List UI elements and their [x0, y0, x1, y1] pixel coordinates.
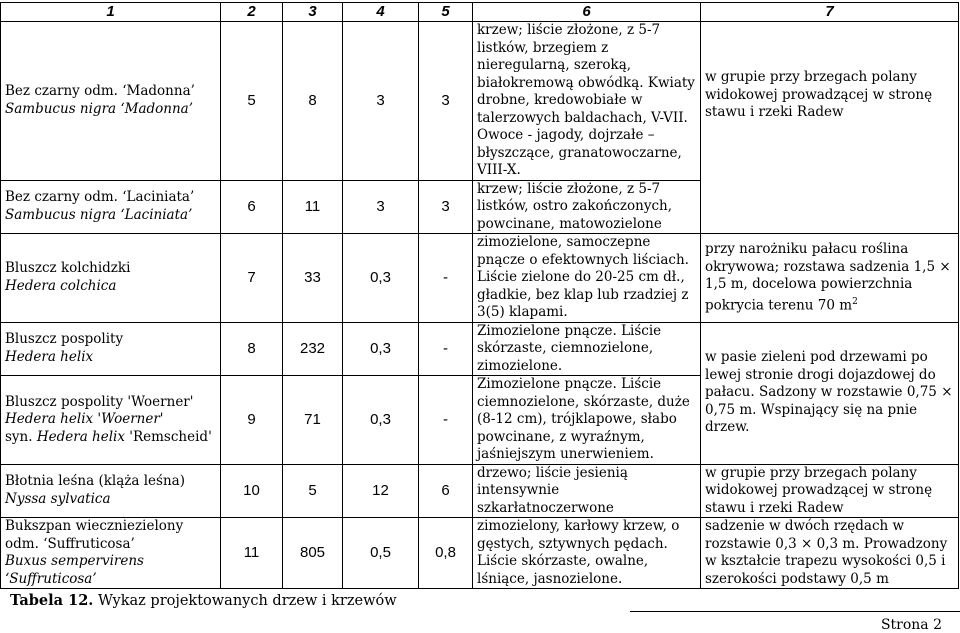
plant-count: 71 [283, 376, 343, 465]
plant-count: 5 [283, 464, 343, 518]
plant-width: 6 [419, 464, 473, 518]
plant-location: sadzenie w dwóch rzędach w rozstawie 0,3 × 0,3 m. Prowadzony w kształcie trapezu wysokości 0,5 i szerokości podstawy 0,5 m [701, 518, 959, 589]
plant-name-pl: Bez czarny odm. ‘Madonna’ [5, 83, 195, 100]
plant-location: przy narożniku pałacu roślina okrywowa; rozstawa sadzenia 1,5 × 1,5 m, docelowa powierzchnia pokrycia terenu 70 $m^2$ [701, 234, 959, 323]
plant-height: 0,3 [343, 322, 419, 376]
plant-description: drzewo; liście jesienią intensywnie szkarłatnoczerwone [473, 464, 701, 518]
plant-number: 11 [221, 518, 283, 589]
plant-number: 5 [221, 22, 283, 181]
plant-width: - [419, 376, 473, 465]
plant-name-cell [1, 180, 221, 234]
plant-height: 3 [343, 22, 419, 181]
plant-synonym: syn. Hedera helix 'Remscheid' [5, 428, 212, 445]
plant-name-cell [1, 376, 221, 465]
plant-name-cell [1, 234, 221, 323]
table-row [1, 464, 959, 518]
plant-name-cell [1, 22, 221, 181]
plant-number: 7 [221, 234, 283, 323]
plant-name-cell [1, 518, 221, 589]
plant-location: w grupie przy brzegach polany widokowej prowadzącej w stronę stawu i rzeki Radew [701, 464, 959, 518]
plant-number: 8 [221, 322, 283, 376]
plant-name-pl: Bluszcz kolchidzki [5, 260, 131, 277]
plant-name-lat: Sambucus nigra ‘Madonna’ [5, 100, 194, 117]
plant-height: 0,3 [343, 376, 419, 465]
plant-name-cell [1, 464, 221, 518]
page-number: Strona 2 [880, 617, 942, 633]
table-caption [10, 592, 397, 609]
plant-name-pl: Bluszcz pospolity 'Woerner' [5, 393, 194, 410]
plant-name-pl: Bukszpan wieczniezielony odm. ‘Suffruticosa’ [5, 518, 184, 552]
plants-table [0, 2, 959, 589]
plant-name-lat: Nyssa sylvatica [5, 490, 111, 507]
plant-count: 232 [283, 322, 343, 376]
plant-location: w pasie zieleni pod drzewami po lewej stronie drogi dojazdowej do pałacu. Sadzony w rozstawie 0,75 × 0,75 m. Wspinający się na pnie drzew. [701, 322, 959, 464]
plant-description: Zimozielone pnącze. Liście ciemnozielone, skórzaste, duże (8-12 cm), trójklapowe, słabo powcinane, z wyraźnym, jaśniejszym unerwieniem. [473, 376, 701, 465]
plant-height: 0,5 [343, 518, 419, 589]
plant-name-cell [1, 322, 221, 376]
footer-divider [630, 611, 960, 612]
plant-number: 10 [221, 464, 283, 518]
plant-name-pl: Bez czarny odm. ‘Laciniata’ [5, 189, 195, 206]
table-row [1, 518, 959, 589]
col-header-6: 6 [473, 3, 701, 22]
plant-name-pl: Bluszcz pospolity [5, 331, 124, 348]
plant-width: 3 [419, 22, 473, 181]
plant-name-lat: Hedera helix 'Woerner' [5, 411, 164, 427]
col-header-5: 5 [419, 3, 473, 22]
plant-width: 3 [419, 180, 473, 234]
plant-description: zimozielone, samoczepne pnącze o efektownych liściach. Liście zielone do 20-25 cm dł., gładkie, bez klap lub rzadziej z 3(5) klapami. [473, 234, 701, 323]
plant-description: zimozielony, karłowy krzew, o gęstych, sztywnych pędach. Liście skórzaste, owalne, lśniące, jasnozielone. [473, 518, 701, 589]
plant-description: krzew; liście złożone, z 5-7 listków, ostro zakończonych, powcinane, matowozielone [473, 180, 701, 234]
col-header-1: 1 [1, 3, 221, 22]
caption-label: Tabela 12. [10, 592, 94, 609]
plant-width: 0,8 [419, 518, 473, 589]
plant-width: - [419, 322, 473, 376]
plant-height: 12 [343, 464, 419, 518]
plant-name-lat: Hedera colchica [5, 277, 117, 294]
col-header-2: 2 [221, 3, 283, 22]
plant-count: 8 [283, 22, 343, 181]
col-header-4: 4 [343, 3, 419, 22]
plant-description: krzew; liście złożone, z 5-7 listków, brzegiem z nieregularną, szeroką, białokremową obwódką. Kwiaty drobne, kredowobiałe w talerzowych baldachach, V-VII. Owoce - jagody, dojrzałe – błyszczące, granatowoczarne, VIII-X. [473, 22, 701, 181]
col-header-3: 3 [283, 3, 343, 22]
plant-number: 9 [221, 376, 283, 465]
table-row [1, 322, 959, 376]
table-row [1, 234, 959, 323]
plant-name-pl: Błotnia leśna (klążа leśna) [5, 473, 185, 490]
plant-number: 6 [221, 180, 283, 234]
plant-location: w grupie przy brzegach polany widokowej prowadzącej w stronę stawu i rzeki Radew [701, 22, 959, 234]
plant-height: 0,3 [343, 234, 419, 323]
caption-text: Wykaz projektowanych drzew i krzewów [93, 593, 397, 609]
plant-width: - [419, 234, 473, 323]
plant-description: Zimozielone pnącze. Liście skórzaste, ciemnozielone, zimozielone. [473, 322, 701, 376]
plant-count: 11 [283, 180, 343, 234]
plant-name-lat: Hedera helix [5, 348, 94, 365]
plant-name-lat: Sambucus nigra ‘Laciniata’ [5, 206, 193, 223]
superscript: 2 [852, 296, 858, 307]
plant-count: 33 [283, 234, 343, 323]
table-row [1, 22, 959, 181]
plant-count: 805 [283, 518, 343, 589]
header-row [1, 3, 959, 22]
col-header-7: 7 [701, 3, 959, 22]
plant-name-lat: Buxus sempervirens ‘Suffruticosa’ [5, 553, 144, 587]
plant-height: 3 [343, 180, 419, 234]
